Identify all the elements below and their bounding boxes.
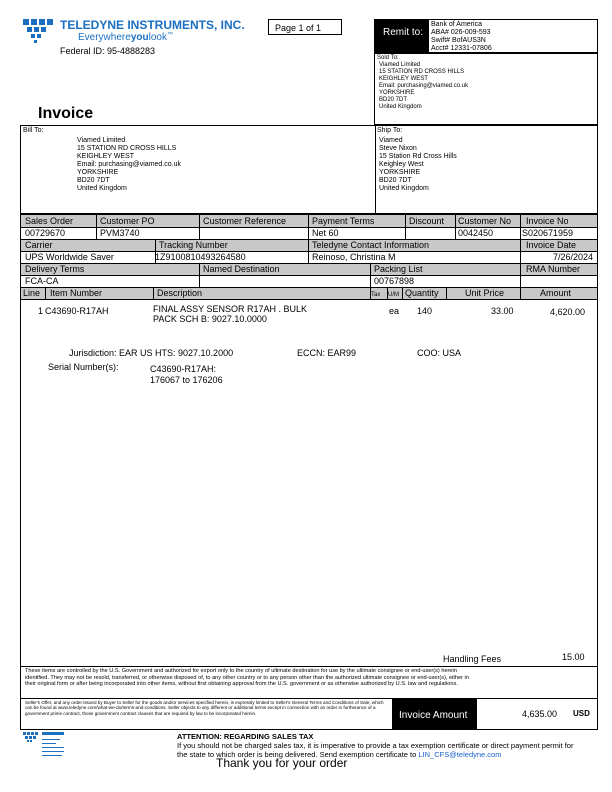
hdr-delivery-terms: Delivery Terms: [25, 264, 85, 274]
val-customer-no: 0042450: [458, 228, 494, 238]
hdr-description: Description: [157, 288, 203, 298]
export-notice: These items are controlled by the U.S. Government and authorized for export only to the country of ultimate destination for use by the ultimate consignee or end-user(s) herein identified. They may not be resold, transferred, or otherwise disposed of, to any other country or to any person other than the authorized ultimate consignee or end-user(s), either in their original form or after being incorporated into other items, without first obtaining approval from the U.S. government or as otherwise authorized by U.S. law and regulations.: [20, 667, 598, 699]
hdr-quantity: Quantity: [405, 288, 439, 298]
val-customer-po: PVM3740: [100, 228, 140, 238]
ship-to-lines: Viamed Steve Nixon 15 Station Rd Cross Hills Keighley West YORKSHIRE BD20 7DT United Kingdom: [379, 137, 457, 192]
hdr-rma-number: RMA Number: [526, 264, 581, 274]
compliance-eccn: ECCN: EAR99: [297, 348, 357, 358]
invoice-amount-label-box: [392, 699, 477, 729]
totals-box: [20, 699, 598, 730]
hdr-sales-order: Sales Order: [25, 216, 74, 226]
attention-title: ATTENTION: REGARDING SALES TAX: [177, 732, 314, 741]
doc-title: Invoice: [38, 105, 94, 122]
attention-text: If you should not be charged sales tax, it is imperative to provide a tax exemption certificate or direct payment permit for the state to which order is being delivered. Send exemption certificate to LIN_CFS@teledyne.com: [177, 741, 574, 759]
bill-to-lines: Viamed Limited 15 STATION RD CROSS HILLS KEIGHLEY WEST Email: purchasing@viamed.co.uk YORKSHIRE BD20 7DT United Kingdom: [77, 137, 181, 192]
handling-fees-label: Handling Fees: [443, 654, 502, 664]
hdr-item-number: Item Number: [50, 288, 103, 298]
val-delivery-terms: FCA-CA: [25, 276, 59, 286]
invoice-currency: USD: [573, 709, 590, 718]
item-um: ea: [389, 306, 400, 316]
line-items-area: [20, 299, 598, 667]
compliance-jurisdiction: Jurisdiction: EAR US HTS: 9027.10.2000: [69, 348, 234, 358]
invoice-amount-value: 4,635.00: [522, 709, 558, 719]
val-invoice-date: 7/26/2024: [553, 252, 594, 262]
company-name: TELEDYNE INSTRUMENTS, INC.: [60, 18, 245, 32]
val-carrier: UPS Worldwide Saver: [25, 252, 114, 262]
val-contact-info: Reinoso, Christina M: [312, 252, 396, 262]
hdr-customer-no: Customer No: [458, 216, 512, 226]
invoice-amount-label: Invoice Amount: [399, 710, 468, 721]
company-tagline: Everywhereyoulook™: [78, 32, 173, 43]
hdr-tax: Tax: [371, 292, 381, 298]
page-indicator: Page 1 of 1: [268, 19, 342, 35]
info-grid: [20, 214, 598, 300]
hdr-customer-po: Customer PO: [100, 216, 155, 226]
hdr-packing-list: Packing List: [374, 264, 423, 274]
exemption-email-link[interactable]: LIN_CFS@teledyne.com: [418, 750, 502, 759]
val-sales-order: 00729670: [25, 228, 66, 238]
federal-id: Federal ID: 95-4888283: [60, 46, 156, 56]
item-desc-2: PACK SCH B: 9027.10.0000: [153, 314, 267, 324]
sold-to-lines: Viamed Limited 15 STATION RD CROSS HILLS KEIGHLEY WEST Email: purchasing@viamed.co.uk YORKSHIRE BD20 7DT United Kingdom: [379, 62, 469, 110]
item-number: C43690-R17AH: [45, 306, 109, 316]
footer-logo-icon: [22, 731, 86, 759]
hdr-unit-price: Unit Price: [465, 288, 505, 298]
remit-label: Remit to:: [375, 20, 429, 52]
item-line-no: 1: [38, 306, 44, 316]
hdr-invoice-no: Invoice No: [526, 216, 569, 226]
compliance-coo: COO: USA: [417, 348, 462, 358]
hdr-line: Line: [23, 288, 41, 298]
item-desc-1: FINAL ASSY SENSOR R17AH . BULK: [153, 304, 308, 314]
hdr-amount: Amount: [540, 288, 572, 298]
val-tracking-number: 1Z9100810493264580: [155, 252, 246, 262]
sold-to-label: Sold To:: [377, 55, 399, 61]
sold-to-box: [374, 53, 598, 125]
thank-you: Thank you for your order: [216, 756, 348, 770]
val-payment-terms: Net 60: [312, 228, 339, 238]
serial-item: C43690-R17AH:: [150, 364, 217, 374]
remit-lines: Bank of America ABA# 026-009-593 Swift# BofAUS3N Acct# 12331-07806: [431, 21, 492, 52]
address-box: [20, 125, 598, 214]
hdr-contact-info: Teledyne Contact Information: [312, 240, 430, 250]
val-invoice-no: S020671959: [522, 228, 574, 238]
serial-label: Serial Number(s):: [48, 362, 119, 372]
item-unit-price: 33.00: [491, 306, 514, 316]
ship-to-label: Ship To:: [377, 127, 403, 134]
item-amount: 4,620.00: [550, 307, 586, 317]
remit-box: [374, 19, 598, 53]
hdr-um: U/M: [388, 292, 399, 298]
handling-fees-value: 15.00: [562, 652, 585, 662]
hdr-invoice-date: Invoice Date: [526, 240, 577, 250]
bill-to-label: Bill To:: [23, 127, 44, 134]
item-qty: 140: [417, 306, 433, 316]
terms-notice: Seller's Offer, and any order issued by Buyer to Seller for the goods and/or services specified herein, is expressly limited to Seller's General Terms and Conditions of Sale, which can be found at www.teledyne.com/what-we-do/terms-and-conditions. Seller objects to any different or additional terms except in connection with an order in furtherance of a government prime contract, those government contract clauses that are required by law to be incorporated herein.: [25, 700, 384, 716]
serial-range: 176067 to 176206: [150, 375, 223, 385]
hdr-customer-reference: Customer Reference: [203, 216, 287, 226]
hdr-tracking-number: Tracking Number: [159, 240, 228, 250]
teledyne-logo-icon: [22, 18, 58, 44]
hdr-carrier: Carrier: [25, 240, 53, 250]
hdr-named-destination: Named Destination: [203, 264, 280, 274]
hdr-payment-terms: Payment Terms: [312, 216, 375, 226]
hdr-discount: Discount: [409, 216, 445, 226]
val-packing-list: 00767898: [374, 276, 415, 286]
